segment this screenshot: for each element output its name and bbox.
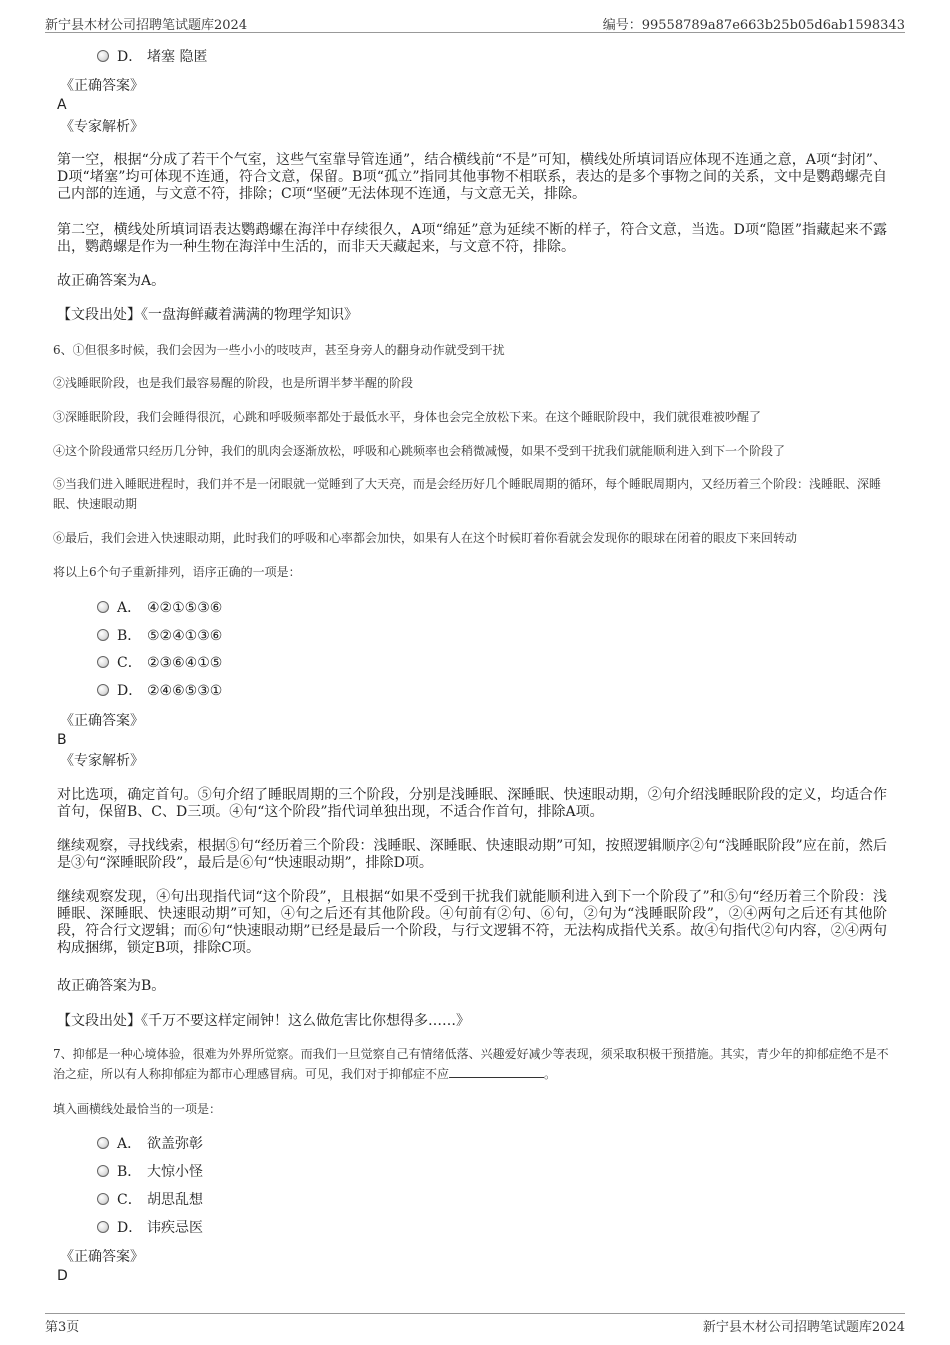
- q6-sentence-2: ②浅睡眠阶段，也是我们最容易醒的阶段，也是所谓半梦半醒的阶段: [53, 376, 414, 390]
- q5-analysis-p1: 第一空，根据“分成了若干个气室，这些气室靠导管连通”，结合横线前“不是”可知，横线处所填词语应体现不连通之意，A项“封闭”、D项“堵塞”均可体现不连通，符合文意，保留。B项“孤立”指同其他事物不相联系，表达的是多个事物之间的关系，文中是鹦鹉螺壳自己内部的连通，与文意不符，排除；C项“坚硬”无法体现不连通，与文意无关，排除。: [57, 152, 887, 202]
- page-header: [45, 14, 905, 33]
- radio-icon[interactable]: [97, 684, 109, 696]
- q6-analysis-p2: 继续观察，寻找线索，根据⑤句“经历着三个阶段：浅睡眠、深睡眠、快速眼动期”可知，按照逻辑顺序②句“浅睡眠阶段”应在前，然后是③句“深睡眠阶段”，最后是⑥句“快速眼动期”，排除D项。: [57, 838, 887, 871]
- q7-option-c[interactable]: C． 胡思乱想: [97, 1190, 203, 1210]
- q6-option-b[interactable]: B． ⑤②④①③⑥: [97, 626, 222, 646]
- q6-option-a[interactable]: A． ④②①⑤③⑥: [97, 598, 222, 618]
- q5-answer: A: [57, 97, 67, 113]
- radio-icon[interactable]: [97, 50, 109, 62]
- q7-answer: D: [57, 1268, 68, 1284]
- q6-option-c[interactable]: C． ②③⑥④①⑤: [97, 653, 222, 673]
- radio-icon[interactable]: [97, 656, 109, 668]
- q5-analysis-p3: 故正确答案为A。: [57, 273, 166, 289]
- q5-source: 【文段出处】《一盘海鲜藏着满满的物理学知识》: [57, 307, 358, 323]
- q5-analysis-tag: 《专家解析》: [60, 119, 144, 135]
- q6-sentence-3: ③深睡眠阶段，我们会睡得很沉，心跳和呼吸频率都处于最低水平，身体也会完全放松下来。在这个睡眠阶段中，我们就很难被吵醒了: [53, 410, 762, 424]
- header-serial: 编号：99558789a87e663b25b05d6ab1598343: [602, 18, 905, 33]
- q5-analysis-p2: 第二空，横线处所填词语表达鹦鹉螺在海洋中存续很久，A项“绵延”意为延续不断的样子，符合文意，当选。D项“隐匿”指藏起来不露出，鹦鹉螺是作为一种生物在海洋中生活的，而非天天藏起来，与文意不符，排除。: [57, 222, 887, 255]
- q7-option-b[interactable]: B． 大惊小怪: [97, 1162, 203, 1182]
- fill-blank: [449, 1065, 544, 1078]
- q7-option-a[interactable]: A． 欲盖弥彰: [97, 1134, 203, 1154]
- q6-prompt: 将以上6个句子重新排列，语序正确的一项是：: [53, 565, 301, 579]
- q7-option-d[interactable]: D． 讳疾忌医: [97, 1218, 203, 1238]
- q5-option-d[interactable]: D． 堵塞 隐匿: [97, 47, 207, 67]
- q6-source: 【文段出处】《千万不要这样定闹钟！这么做危害比你想得多……》: [57, 1013, 470, 1029]
- q6-option-d[interactable]: D． ②④⑥⑤③①: [97, 681, 222, 701]
- page-footer: [45, 1313, 905, 1334]
- header-title: 新宁县木材公司招聘笔试题库2024: [45, 18, 248, 33]
- q6-analysis-p3: 继续观察发现，④句出现指代词“这个阶段”，且根据“如果不受到干扰我们就能顺利进入到下一个阶段了”和⑤句“经历着三个阶段：浅睡眠、深睡眠、快速眼动期”可知，④句之后还有其他阶段。④句前有②句、⑥句，②句为“浅睡眠阶段”，②④两句之后还有其他阶段，符合行文逻辑；而⑥句“快速眼动期”已经是最后一个阶段，与行文逻辑不符，无法构成指代关系。故④句指代②句内容，②④两句构成捆绑，锁定B项，排除C项。: [57, 889, 887, 956]
- radio-icon[interactable]: [97, 1221, 109, 1233]
- q6-answer: B: [57, 732, 67, 748]
- q6-sentence-4: ④这个阶段通常只经历几分钟，我们的肌肉会逐渐放松，呼吸和心跳频率也会稍微减慢，如果不受到干扰我们就能顺利进入到下一个阶段了: [53, 444, 786, 458]
- radio-icon[interactable]: [97, 1165, 109, 1177]
- q6-sentence-1: 6、①但很多时候，我们会因为一些小小的吱吱声，甚至身旁人的翻身动作就受到干扰: [53, 343, 505, 357]
- radio-icon[interactable]: [97, 1137, 109, 1149]
- q6-analysis-tag: 《专家解析》: [60, 753, 144, 769]
- q6-sentence-6: ⑥最后，我们会进入快速眼动期，此时我们的呼吸和心率都会加快，如果有人在这个时候盯着你看就会发现你的眼球在闭着的眼皮下来回转动: [53, 531, 798, 545]
- q6-analysis-p4: 故正确答案为B。: [57, 978, 166, 994]
- q7-prompt: 填入画横线处最恰当的一项是：: [53, 1102, 222, 1116]
- q7-stem: 7、抑郁是一种心境体验，很难为外界所觉察。而我们一旦觉察自己有情绪低落、兴趣爱好减少等表现，须采取积极干预措施。其实，青少年的抑郁症绝不是不治之症，所以有人称抑郁症为都市心理感冒病。可见，我们对于抑郁症不应 。: [53, 1047, 889, 1081]
- q6-analysis-p1: 对比选项，确定首句。⑤句介绍了睡眠周期的三个阶段，分别是浅睡眠、深睡眠、快速眼动期，②句介绍浅睡眠阶段的定义，均适合作首句，保留B、C、D三项。④句“这个阶段”指代词单独出现，不适合作首句，排除A项。: [57, 787, 887, 820]
- q7-answer-tag: 《正确答案》: [60, 1249, 144, 1265]
- q5-answer-tag: 《正确答案》: [60, 78, 144, 94]
- radio-icon[interactable]: [97, 1193, 109, 1205]
- radio-icon[interactable]: [97, 629, 109, 641]
- q6-sentence-5: ⑤当我们进入睡眠进程时，我们并不是一闭眼就一觉睡到了大天亮，而是会经历好几个睡眠周期的循环，每个睡眠周期内，又经历着三个阶段：浅睡眠、深睡眠、快速眼动期: [53, 477, 882, 511]
- page-number: 第3页: [45, 1320, 80, 1335]
- footer-title: 新宁县木材公司招聘笔试题库2024: [702, 1320, 905, 1335]
- q6-answer-tag: 《正确答案》: [60, 713, 144, 729]
- radio-icon[interactable]: [97, 601, 109, 613]
